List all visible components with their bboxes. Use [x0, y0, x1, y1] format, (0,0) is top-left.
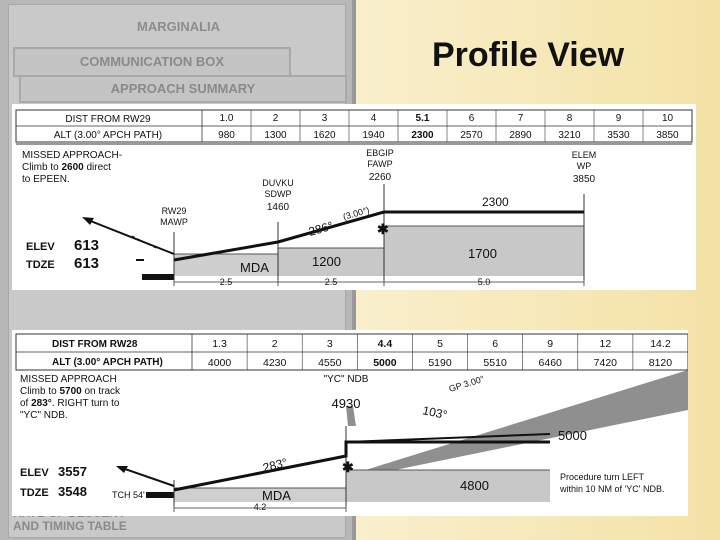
inbound-course-label: 283° — [261, 455, 289, 475]
outbound-course-label: 103° — [421, 403, 449, 423]
alt-cell: 3850 — [656, 130, 679, 141]
missed-approach-line3: to EPEEN. — [22, 174, 70, 185]
segment-2: 2.5 — [324, 277, 338, 287]
alt-cell: 3530 — [607, 130, 630, 141]
alt-cell: 8120 — [648, 357, 673, 369]
course-label: 286° — [306, 218, 335, 239]
missed-approach-line1: MISSED APPROACH — [20, 374, 117, 385]
dist-cell: 6 — [492, 338, 499, 350]
duvku-label: DUVKU — [262, 178, 294, 188]
approach-summary-label: APPROACH SUMMARY — [110, 81, 256, 96]
ndb-alt: 4930 — [331, 396, 361, 411]
distance-segment-bar — [174, 277, 584, 287]
elev-value: 613 — [74, 237, 100, 254]
segment-1: 2.5 — [219, 277, 233, 287]
dist-header: DIST FROM RW29 — [65, 114, 151, 125]
procedure-turn-line2: within 10 NM of 'YC' NDB. — [560, 484, 665, 494]
glide-angle-label: (3.00°) — [341, 204, 371, 222]
alt-2300-label: 2300 — [482, 195, 509, 209]
runway-symbol — [142, 274, 174, 280]
alt-cell: 1620 — [313, 130, 336, 141]
fix-star-icon: ✱ — [377, 221, 389, 237]
communication-box-label: COMMUNICATION BOX — [79, 54, 225, 69]
tdze-label: TDZE — [26, 259, 55, 271]
alt-cell: 5510 — [483, 357, 507, 369]
ndb-label: "YC" NDB — [323, 374, 369, 385]
fawp-label: FAWP — [367, 159, 393, 169]
dist-cell: 6 — [468, 113, 475, 124]
runway-symbol — [146, 492, 174, 498]
elev-value: 3557 — [58, 464, 87, 479]
dist-cell: 9 — [615, 113, 622, 124]
alt-4800-label: 4800 — [460, 478, 489, 493]
timing-table-line2: AND TIMING TABLE — [13, 519, 127, 533]
alt-1200-label: 1200 — [312, 254, 341, 269]
dist-cell: 4.4 — [377, 338, 393, 350]
missed-approach-path — [122, 468, 174, 486]
dist-cell: 1.0 — [219, 113, 234, 124]
dist-cell: 5 — [437, 338, 443, 350]
profile-view-rw28 — [12, 330, 688, 516]
rw29-label: RW29 — [161, 206, 187, 216]
alt-cell: 2570 — [460, 130, 483, 141]
dist-cell: 5.1 — [415, 113, 430, 124]
alt-cell: 2300 — [411, 130, 434, 141]
alt-cell: 4550 — [318, 357, 342, 369]
dist-cell: 2 — [272, 113, 279, 124]
alt-header: ALT (3.00° APCH PATH) — [53, 130, 163, 141]
elem-alt: 3850 — [572, 174, 596, 185]
alt-4800-area — [346, 470, 550, 502]
missed-approach-line4: "YC" NDB. — [20, 410, 68, 421]
dist-cell: 14.2 — [650, 338, 671, 350]
mawp-label: MAWP — [160, 217, 188, 227]
dist-cell: 12 — [599, 338, 612, 350]
dist-cell: 1.3 — [212, 338, 227, 350]
missed-approach-line2: Climb to 5700 on track — [20, 386, 121, 397]
wp-label: WP — [576, 161, 592, 171]
elem-label: ELEM — [571, 150, 597, 160]
mda-label: MDA — [240, 260, 269, 275]
missed-approach-line1: MISSED APPROACH- — [22, 150, 123, 161]
alt-cell: 4000 — [207, 357, 232, 369]
alt-cell: 5190 — [428, 357, 452, 369]
mda-label: MDA — [262, 488, 291, 503]
alt-5000-label: 5000 — [558, 428, 587, 443]
mda-segment-area — [174, 488, 346, 502]
tdze-label: TDZE — [20, 487, 49, 499]
dist-cell: 3 — [326, 338, 333, 350]
profile-rw28-svg — [12, 330, 688, 516]
tdze-value: 3548 — [58, 484, 87, 499]
tch-label: TCH 54' — [112, 490, 145, 500]
slide-title: Profile View — [432, 36, 625, 74]
profile-rw29-svg — [12, 104, 696, 290]
sdwp-label: SDWP — [264, 189, 292, 199]
alt-cell: 980 — [218, 130, 235, 141]
elev-label: ELEV — [20, 467, 49, 479]
alt-cell: 7420 — [593, 357, 618, 369]
distance-altitude-table-2 — [16, 334, 688, 370]
missed-approach-line3: of 283°. RIGHT turn to — [20, 398, 120, 409]
gp-label: GP 3.00° — [447, 373, 486, 394]
elev-label: ELEV — [26, 241, 55, 253]
procedure-turn-line1: Procedure turn LEFT — [560, 472, 645, 482]
alt-cell: 1940 — [362, 130, 385, 141]
marginalia-label: MARGINALIA — [137, 19, 221, 34]
dist-cell: 7 — [517, 113, 524, 124]
communication-box — [13, 47, 291, 77]
missed-approach-arrow-icon — [82, 217, 94, 225]
dist-cell: 4 — [370, 113, 377, 124]
alt-1700-label: 1700 — [468, 246, 497, 261]
distance-altitude-table — [16, 110, 692, 142]
dist-cell: 2 — [271, 338, 278, 350]
alt-cell: 4230 — [262, 357, 287, 369]
segment-1: 4.2 — [253, 502, 267, 512]
missed-approach-line2: Climb to 2600 direct — [22, 162, 111, 173]
profile-view-rw29 — [12, 104, 696, 290]
ebgip-label: EBGIP — [366, 148, 394, 158]
fix-star-icon: ✱ — [342, 459, 354, 475]
dist-cell: 10 — [661, 113, 674, 124]
alt-cell: 1300 — [264, 130, 287, 141]
approach-summary-box — [19, 75, 347, 103]
duvku-alt: 1460 — [266, 202, 290, 213]
alt-cell: 5000 — [373, 357, 397, 369]
dist-header: DIST FROM RW28 — [52, 339, 138, 350]
glide-path-wedge — [346, 370, 688, 480]
alt-header: ALT (3.00° APCH PATH) — [52, 357, 163, 368]
alt-cell: 3210 — [558, 130, 581, 141]
alt-cell: 2890 — [509, 130, 532, 141]
dist-cell: 3 — [321, 113, 328, 124]
ebgip-alt: 2260 — [368, 172, 392, 183]
dist-cell: 9 — [547, 338, 554, 350]
segment-3: 5.0 — [477, 277, 491, 287]
tdze-value: 613 — [74, 255, 100, 272]
alt-cell: 6460 — [538, 357, 562, 369]
dist-cell: 8 — [566, 113, 573, 124]
